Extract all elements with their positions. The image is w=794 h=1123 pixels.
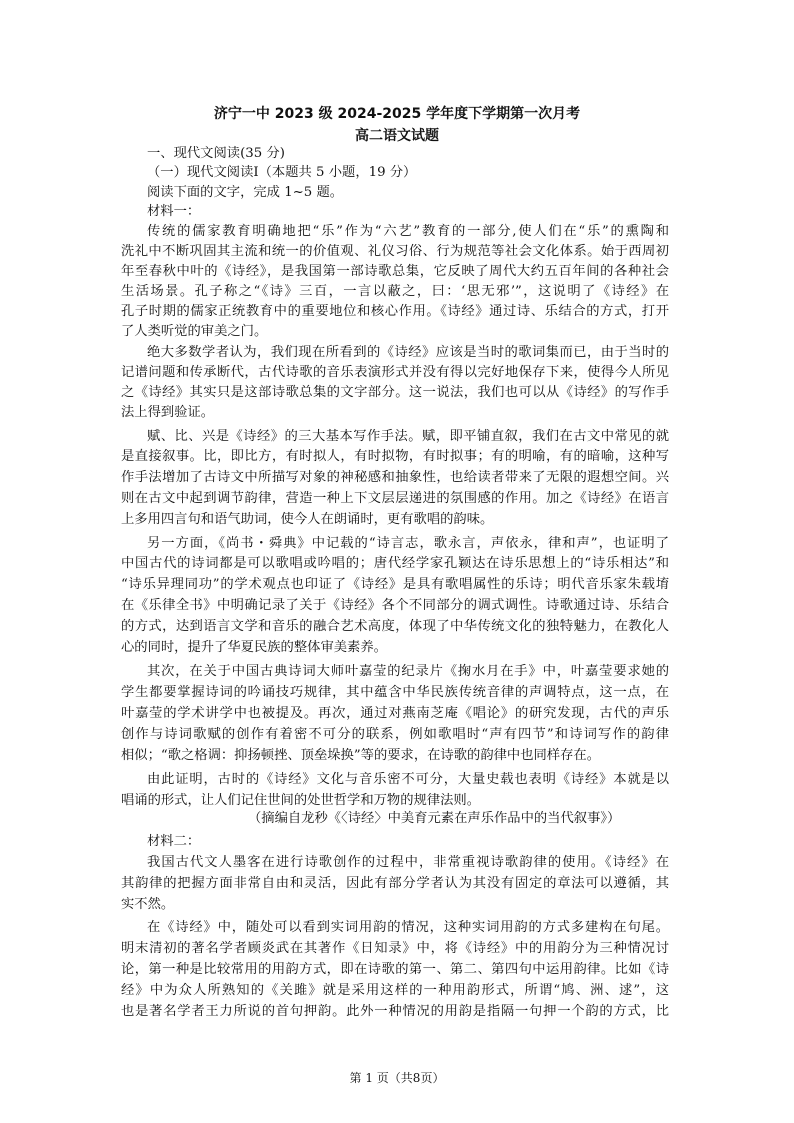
material-label: 材料一： <box>147 204 201 219</box>
paragraph-line: 作手法增加了古诗文中所描写对象的神秘感和抽象性，也给读者带来了无限的遐想空间。兴 <box>121 470 669 485</box>
paragraph-line: 之《诗经》其实只是这部诗歌总集的文字部分。这一说法，我们也可以从《诗经》的写作手 <box>121 385 669 400</box>
paragraph-line: 是直接叙事。比，即比方，有时拟人，有时拟物，有时拟事；有的明喻，有的暗喻，这种写 <box>121 449 669 464</box>
paragraph-line: 我国古代文人墨客在进行诗歌创作的过程中，非常重视诗歌韵律的使用。《诗经》在 <box>147 855 669 870</box>
section-heading: 一、现代文阅读(35 分) <box>147 146 285 161</box>
paragraph-line: 在《乐律全书》中明确记录了关于《诗经》各个不同部分的调式调性。诗歌通过诗、乐结合 <box>121 598 669 613</box>
paragraph-line: 了人类听觉的审美之门。 <box>121 324 268 339</box>
paragraph-line: 实不然。 <box>121 897 175 912</box>
exam-title: 济宁一中 2023 级 2024-2025 学年度下学期第一次月考 <box>213 106 581 122</box>
paragraph-line: 心的同时，提升了华夏民族的整体审美素养。 <box>121 640 387 655</box>
paragraph-line: 另一方面，《尚书・舜典》中记载的“诗言志，歌永言，声依永，律和声”，也证明了 <box>147 536 669 551</box>
paragraph-line: 叶嘉莹的学术讲学中也被提及。再次，通过对燕南芝庵《唱论》的研究发现，古代的声乐 <box>121 706 669 721</box>
paragraph-line: 论，第一种是比较常用的用韵方式，即在诗歌的第一、第二、第四句中运用韵律。比如《诗 <box>121 962 669 977</box>
page-number: 第 1 页（共8页） <box>349 1071 445 1085</box>
paragraph-line: 赋、比、兴是《诗经》的三大基本写作手法。赋，即平铺直叙，我们在古文中常见的就 <box>147 429 669 444</box>
paragraph-line: 相似；“歌之格调：抑扬顿挫、顶垒垛换”等的要求，在诗歌的韵律中也同样存在。 <box>121 748 600 763</box>
paragraph-line: 其次，在关于中国古典诗词大师叶嘉莹的纪录片《掬水月在手》中，叶嘉莹要求她的 <box>147 664 669 679</box>
paragraph-line: 洗礼中不断巩固其主流和统一的价值观、礼仪习俗、行为规范等社会文化体系。始于西周初 <box>121 244 669 259</box>
source-citation: （摘编自龙秒《〈诗经〉中美育元素在声乐作品中的当代叙事》） <box>248 811 621 826</box>
paragraph-line: 唱诵的形式，让人们记住世间的处世哲学和万物的规律法则。 <box>121 793 481 808</box>
paragraph-line: 中国古代的诗词都是可以歌唱或吟唱的；唐代经学家孔颖达在诗乐思想上的“诗乐相达”和 <box>121 556 669 571</box>
paragraph-line: 由此证明，古时的《诗经》文化与音乐密不可分，大量史载也表明《诗经》本就是以 <box>147 772 669 787</box>
paragraph-line: 上多用四言句和语气助词，使今人在朗诵时，更有歌唱的韵味。 <box>121 512 494 527</box>
paragraph-line: 学生都要掌握诗词的吟诵技巧规律，其中蕴含中华民族传统音律的声调特点，这一点，在 <box>121 685 669 700</box>
paragraph-line: 其韵律的把握方面非常自由和灵活，因此有部分学者认为其没有固定的章法可以遵循，其 <box>121 876 669 891</box>
paragraph-line: 的方式，达到语言文学和音乐的融合艺术高度，体现了中华传统文化的独特魅力，在教化人 <box>121 619 669 634</box>
paragraph-line: 记谱问题和传承断代，古代诗歌的音乐表演形式并没有得以完好地保存下来，使得今人所见 <box>121 365 669 380</box>
paragraph-line: 经》中为众人所熟知的《关雎》就是采用这样的一种用韵形式，所谓“鸠、洲、逑”，这 <box>121 983 669 998</box>
paragraph-line: 孔子时期的儒家正统教育中的重要地位和核心作用。《诗经》通过诗、乐结合的方式，打开 <box>121 304 669 319</box>
paragraph-line: 在《诗经》中，随处可以看到实词用韵的情况，这种实词用韵的方式多建构在句尾。 <box>147 920 669 935</box>
paragraph-line: 法上得到验证。 <box>121 405 215 420</box>
paragraph-line: 创作与诗词歌赋的创作有着密不可分的联系，例如歌唱时“声有四节”和诗词写作的韵律 <box>121 727 669 742</box>
exam-subtitle: 高二语文试题 <box>355 128 439 144</box>
paragraph-line: 生活场景。孔子称之“《诗》三百，一言以蔽之，曰：‘思无邪’”，这说明了《诗经》在 <box>121 284 669 299</box>
material-label: 材料二： <box>147 834 201 849</box>
paragraph-line: 绝大多数学者认为，我们现在所看到的《诗经》应该是当时的歌词集而已，由于当时的 <box>147 345 669 360</box>
paragraph-line: 年至春秋中叶的《诗经》，是我国第一部诗歌总集，它反映了周代大约五百年间的各种社会 <box>121 264 669 279</box>
subsection-heading: （一）现代文阅读Ⅰ（本题共 5 小题，19 分） <box>147 165 417 180</box>
paragraph-line: 明末清初的著名学者顾炎武在其著作《日知录》中，将《诗经》中的用韵分为三种情况讨 <box>121 941 669 956</box>
instruction-text: 阅读下面的文字，完成 1~5 题。 <box>147 185 344 200</box>
paragraph-line: 传统的儒家教育明确地把“乐”作为“六艺”教育的一部分,使人们在“乐”的熏陶和 <box>147 224 669 239</box>
paragraph-line: 则在古文中起到调节韵律，营造一种上下文层层递进的氛围感的作用。加之《诗经》在语言 <box>121 491 669 506</box>
paragraph-line: “诗乐异理同功”的学术观点也印证了《诗经》是具有歌唱属性的乐诗；明代音乐家朱载堉 <box>121 577 669 592</box>
paragraph-line: 也是著名学者王力所说的首句押韵。此外一种情况的用韵是指隔一句押一个韵的方式，比 <box>121 1004 669 1019</box>
